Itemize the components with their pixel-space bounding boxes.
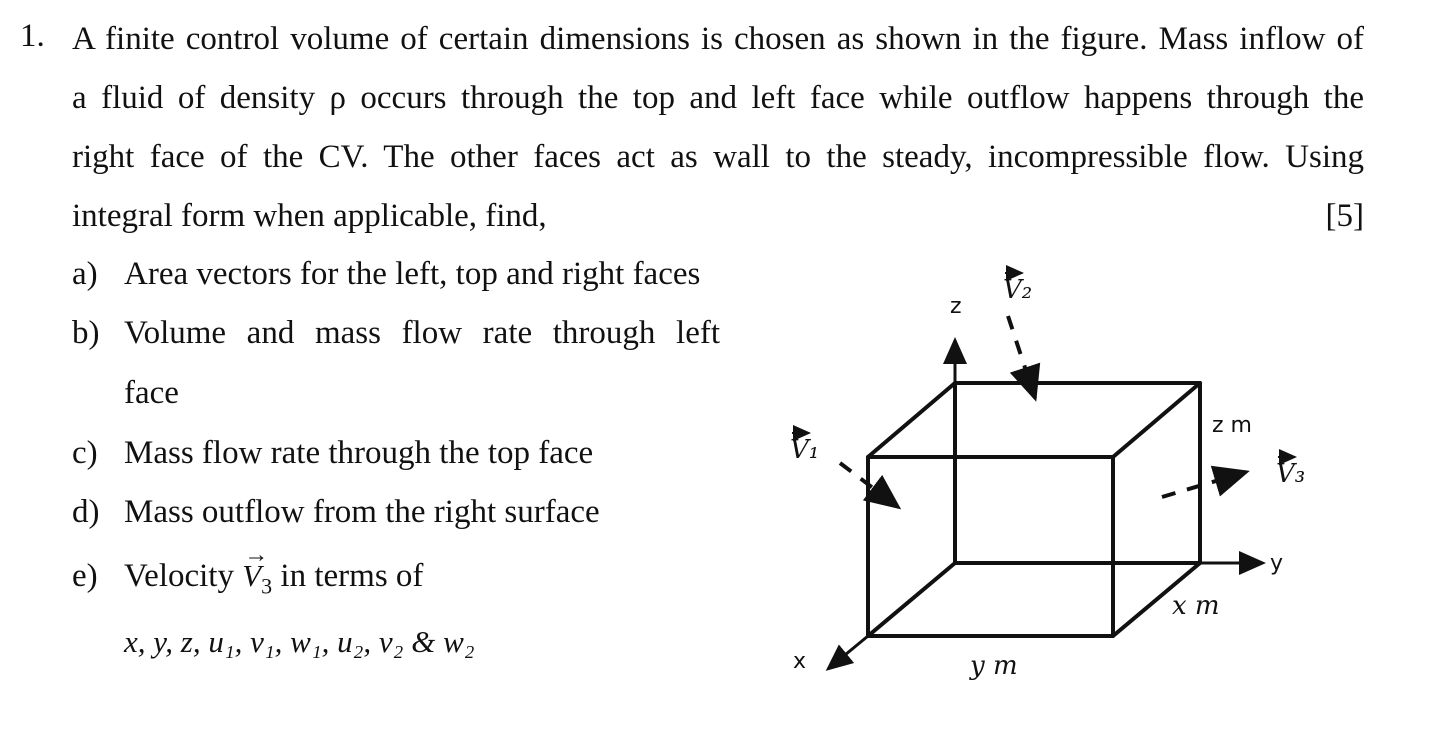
- vector-arrow-icon: →: [244, 542, 269, 568]
- svg-text:V₂: V₂: [1003, 275, 1033, 305]
- part-c-text: Mass flow rate through the top face: [124, 435, 594, 471]
- z-axis-label: z: [950, 294, 962, 319]
- v3-arrow: [1162, 472, 1246, 497]
- back-face: [955, 383, 1200, 563]
- marks-label: [5]: [1325, 198, 1364, 234]
- svg-text:V₃: V₃: [1276, 459, 1306, 489]
- part-e-continuation: x, y, z, u₁, v₁, w₁, u₂, v₂ & w₂: [124, 624, 475, 659]
- part-e-label: e): [72, 558, 98, 594]
- v2-arrow: [1008, 316, 1035, 398]
- v1-label: [790, 433, 819, 465]
- part-a-label: a): [72, 256, 98, 292]
- x-axis: [828, 636, 868, 669]
- svg-text:V₁: V₁: [790, 435, 820, 465]
- y-dimension-label: y m: [970, 651, 1018, 681]
- v3-label: [1276, 457, 1305, 489]
- edge-bottom-left: [868, 563, 955, 636]
- part-c-label: c): [72, 435, 98, 471]
- part-b-label: b): [72, 315, 100, 351]
- question-line-3: right face of the CV. The other faces act as wall to the steady, incompressible flow. Using: [72, 139, 1364, 175]
- question-line-4-text: integral form when applicable, find,: [72, 198, 547, 234]
- v2-label: [1003, 273, 1032, 305]
- question-number: 1.: [20, 18, 45, 54]
- z-dimension-label: z m: [1212, 413, 1252, 438]
- edge-top-left: [868, 383, 955, 457]
- question-line-1: A finite control volume of certain dimensions is chosen as shown in the figure. Mass inflow of: [72, 21, 1364, 57]
- x-dimension-label: x m: [1172, 591, 1220, 621]
- part-b-continuation: face: [124, 375, 179, 411]
- part-e-text-before: Velocity: [124, 558, 243, 594]
- part-e-text-after: in terms of: [272, 558, 424, 594]
- part-a-text: Area vectors for the left, top and right faces: [124, 256, 701, 292]
- front-face: [868, 457, 1113, 636]
- x-axis-label: x: [793, 649, 807, 674]
- edge-top-right: [1113, 383, 1200, 457]
- part-d-text: Mass outflow from the right surface: [124, 494, 600, 530]
- part-d-label: d): [72, 494, 100, 530]
- v3-symbol: → $V_3$: [242, 542, 273, 599]
- y-axis-label: y: [1270, 551, 1284, 576]
- part-b-text: Volume and mass flow rate through left: [124, 315, 720, 351]
- question-line-2-text: a fluid of density ρ occurs through the top and left face while outflow happens through the: [72, 80, 1364, 116]
